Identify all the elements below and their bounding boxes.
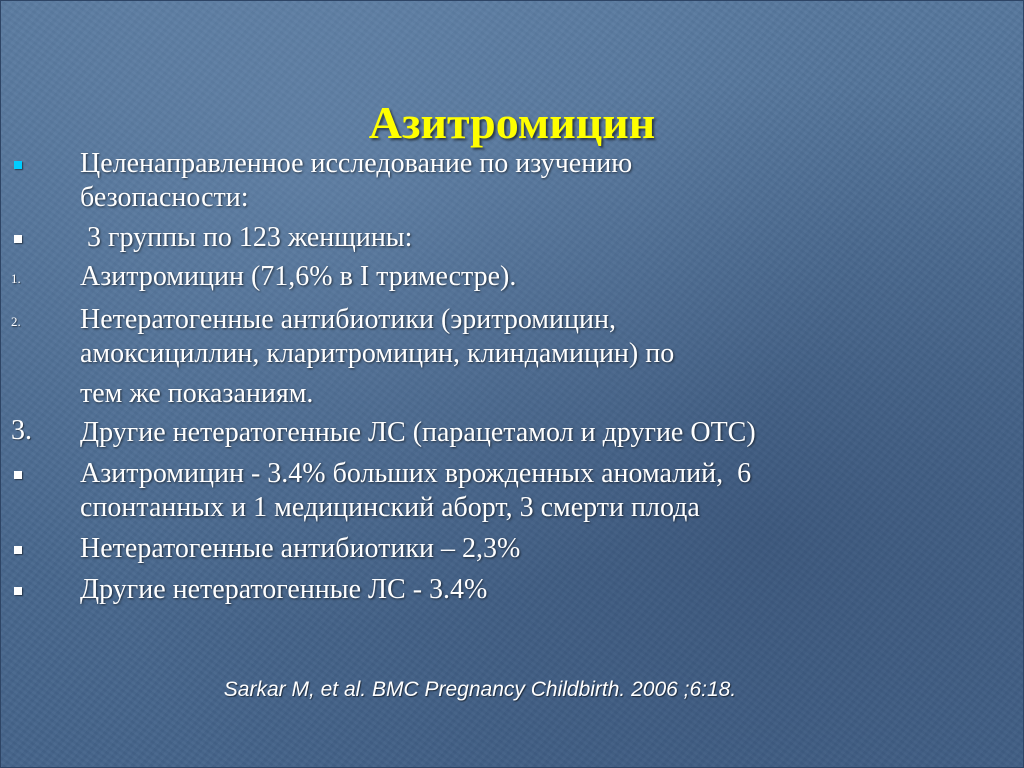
list-item-3-line-1: Азитромицин (71,6% в I триместре). (80, 261, 517, 292)
list-item-7-line-1: Нетератогенные антибиотики – 2,3% (80, 533, 521, 564)
bullet-marker-1 (14, 161, 22, 169)
citation: Sarkar M, et al. BMC Pregnancy Childbirth. 2006 ;6:18. (223, 678, 737, 701)
slide-title: Азитромицин (368, 97, 656, 148)
list-item-2-line-1: 3 группы по 123 женщины: (80, 222, 413, 253)
list-item-6-line-1: Азитромицин - 3.4% больших врожденных аномалий, 6 (80, 458, 752, 489)
list-item-1-line-2: безопасности: (80, 182, 249, 213)
list-item-5-line-1: Другие нетератогенные ЛС (парацетамол и другие OTC) (80, 417, 756, 448)
list-item-8-line-1: Другие нетератогенные ЛС - 3.4% (80, 574, 488, 605)
bullet-marker-6 (14, 471, 22, 479)
list-item-1-line-1: Целенаправленное исследование по изучению (80, 148, 633, 179)
bullet-marker-8 (14, 587, 22, 595)
list-item-4-line-3: тем же показаниям. (80, 378, 314, 409)
list-item-4-line-1: Нетератогенные антибиотики (эритромицин, (80, 304, 616, 335)
list-number-3: 3. (11, 415, 32, 446)
bullet-marker-7 (14, 546, 22, 554)
list-number-1: 1. (11, 271, 21, 286)
list-number-2: 2. (11, 314, 21, 329)
list-item-6-line-2: спонтанных и 1 медицинский аборт, 3 смерти плода (80, 492, 700, 523)
list-item-4-line-2: амоксициллин, кларитромицин, клиндамицин) по (80, 338, 675, 369)
bullet-marker-2 (14, 235, 22, 243)
